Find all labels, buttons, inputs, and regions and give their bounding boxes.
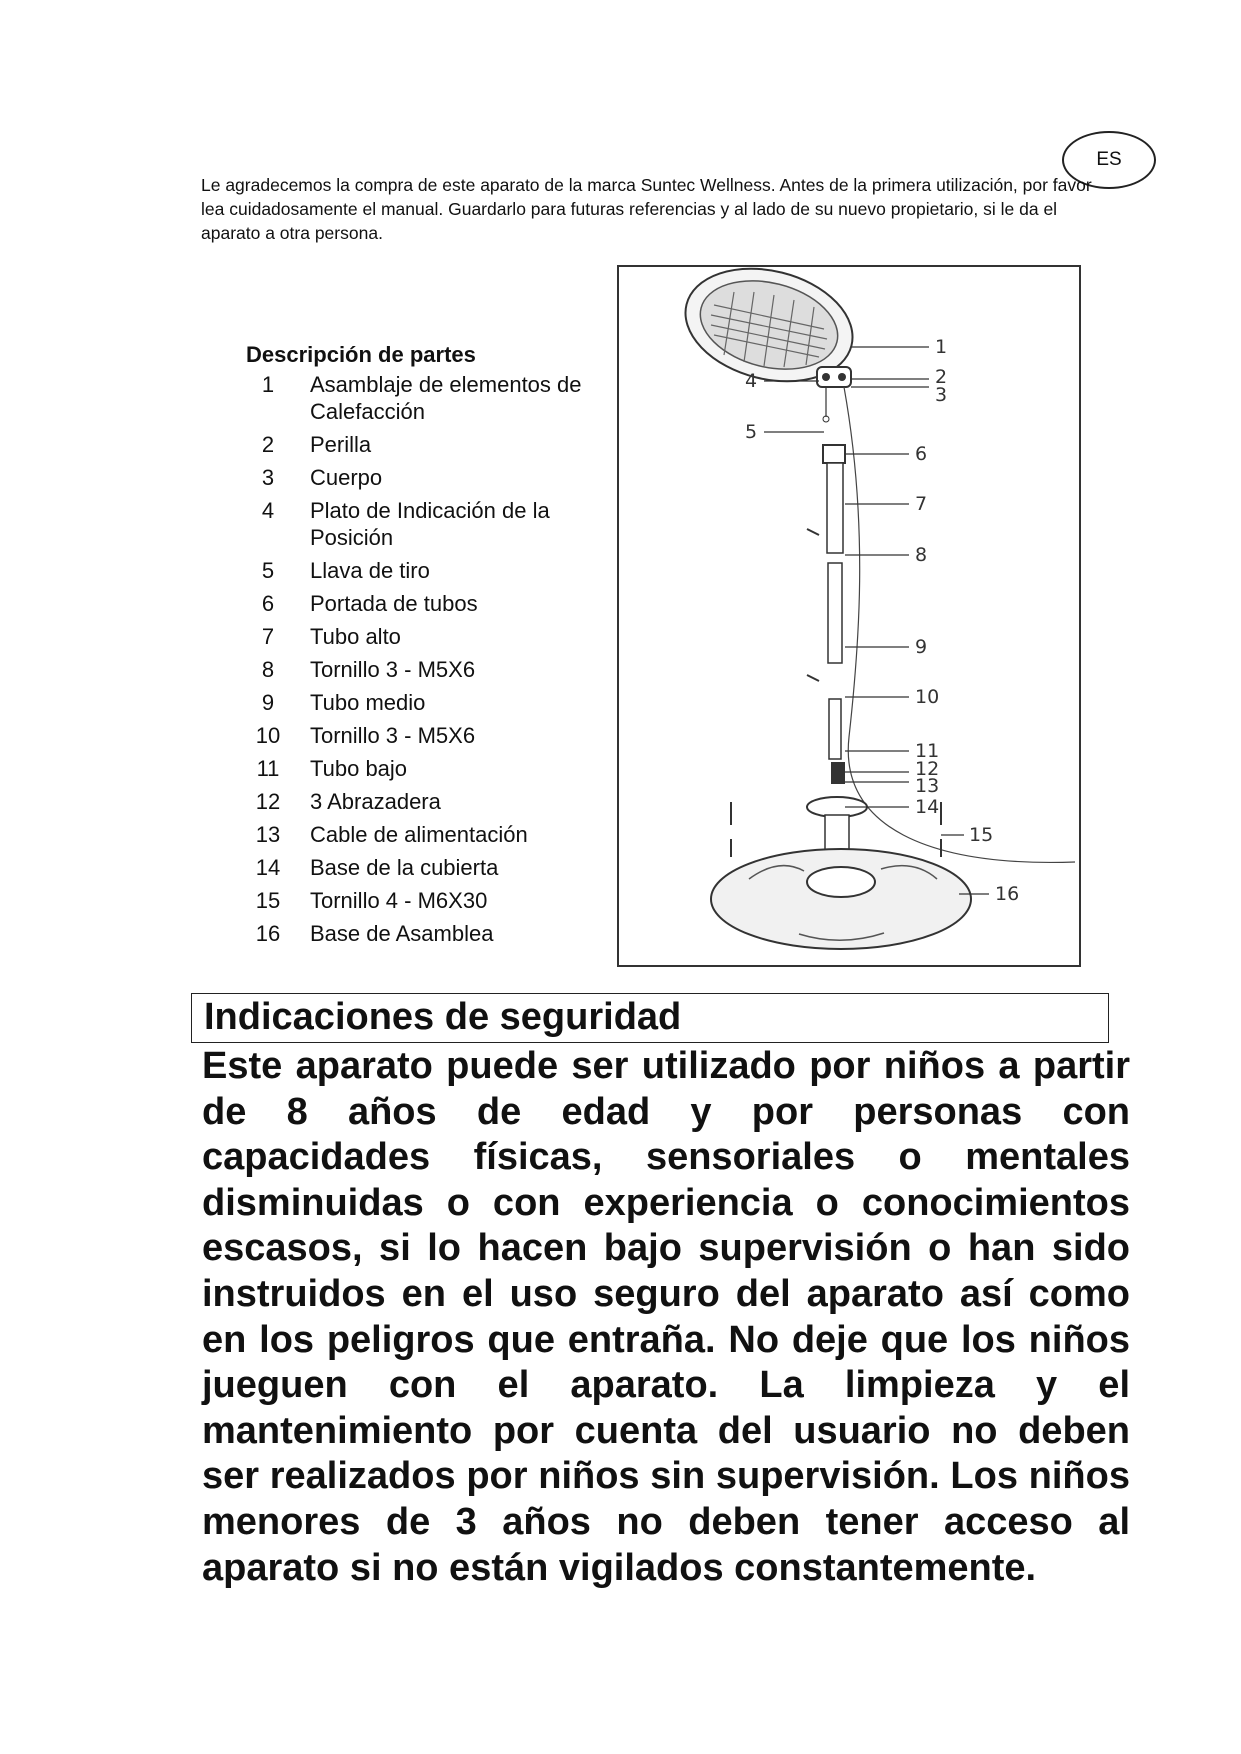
part-name: 3 Abrazadera xyxy=(310,789,441,814)
part-name: Plato de Indicación de la Posición xyxy=(310,498,550,550)
safety-body: Este aparato puede ser utilizado por niños a partir de 8 años de edad y por personas con capacidades físicas, sensoriales o mentales disminuidas o con experiencia o conocimientos escasos, si lo hacen bajo supervisión o han sido instruidos en el uso seguro del aparato así como en los peligros que entraña. No deje que los niños jueguen con el aparato. La limpieza y el mantenimiento por cuenta del usuario no deben ser realizados por niños sin supervisión. Los niños menores de 3 años no deben tener acceso al aparato si no están vigilados constantemente. xyxy=(202,1045,1130,1589)
part-name: Tornillo 3 - M5X6 xyxy=(310,657,476,682)
callout-2: 2 xyxy=(935,366,948,388)
callout-12: 12 xyxy=(915,758,940,780)
part-row xyxy=(246,722,606,749)
part-number: 7 xyxy=(261,624,275,649)
part-row xyxy=(246,755,606,782)
callout-16: 16 xyxy=(995,883,1020,905)
parts-title: Descripción de partes xyxy=(246,342,476,367)
part-name: Cuerpo xyxy=(310,465,383,490)
part-name: Tubo medio xyxy=(310,690,426,715)
callout-3: 3 xyxy=(935,384,948,406)
part-name: Llava de tiro xyxy=(310,558,430,583)
parts-description xyxy=(246,342,606,953)
language-badge: ES xyxy=(1062,131,1156,189)
part-row xyxy=(246,590,606,617)
part-number: 13 xyxy=(255,822,281,847)
part-number: 8 xyxy=(261,657,275,682)
part-number: 4 xyxy=(261,498,275,523)
safety-heading: Indicaciones de seguridad xyxy=(191,993,1109,1043)
callout-7: 7 xyxy=(915,493,928,515)
callout-1: 1 xyxy=(935,336,948,358)
part-name: Tornillo 4 - M6X30 xyxy=(310,888,488,913)
callout-4: 4 xyxy=(745,370,758,392)
part-number: 3 xyxy=(261,465,275,490)
intro-text: Le agradecemos la compra de este aparato de la marca Suntec Wellness. Antes de la primera utilización, por favor lea cuidadosamente el manual. Guardarlo para futuras referencias y al lado de su nuevo propietario, si le da el aparato a otra persona. xyxy=(201,175,1092,243)
part-row xyxy=(246,920,606,947)
callout-11: 11 xyxy=(915,740,940,762)
part-name: Base de la cubierta xyxy=(310,855,499,880)
part-row xyxy=(246,689,606,716)
part-row xyxy=(246,656,606,683)
part-name: Cable de alimentación xyxy=(310,822,528,847)
part-row xyxy=(246,854,606,881)
part-number: 12 xyxy=(255,789,281,814)
part-name: Tubo alto xyxy=(310,624,401,649)
part-name: Tubo bajo xyxy=(310,756,408,781)
part-row xyxy=(246,887,606,914)
part-name: Perilla xyxy=(310,432,372,457)
part-row xyxy=(246,623,606,650)
part-number: 16 xyxy=(255,921,281,946)
part-name: Base de Asamblea xyxy=(310,921,494,946)
part-number: 11 xyxy=(256,756,280,781)
part-number: 15 xyxy=(255,888,281,913)
part-name: Asamblaje de elementos de Calefacción xyxy=(310,372,582,424)
part-row xyxy=(246,431,606,458)
callout-14: 14 xyxy=(915,796,940,818)
part-number: 9 xyxy=(261,690,275,715)
callout-15: 15 xyxy=(969,824,994,846)
callout-13: 13 xyxy=(915,775,940,797)
knob-body xyxy=(817,367,851,387)
part-row xyxy=(246,821,606,848)
callout-9: 9 xyxy=(915,636,928,658)
callout-10: 10 xyxy=(915,686,940,708)
callout-8: 8 xyxy=(915,544,928,566)
callout-5: 5 xyxy=(745,421,758,443)
part-row xyxy=(246,464,606,491)
part-number: 5 xyxy=(261,558,275,583)
part-name: Tornillo 3 - M5X6 xyxy=(310,723,476,748)
heater-diagram xyxy=(617,265,1081,967)
part-number: 10 xyxy=(255,723,281,748)
heater-illustration xyxy=(619,267,1079,965)
callout-6: 6 xyxy=(915,443,928,465)
part-number: 6 xyxy=(261,591,275,616)
part-number: 1 xyxy=(261,372,275,397)
part-number: 2 xyxy=(261,432,275,457)
part-row xyxy=(246,371,606,425)
parts-list xyxy=(246,371,606,947)
part-row xyxy=(246,497,606,551)
part-number: 14 xyxy=(255,855,281,880)
part-name: Portada de tubos xyxy=(310,591,478,616)
part-row xyxy=(246,557,606,584)
part-row xyxy=(246,788,606,815)
